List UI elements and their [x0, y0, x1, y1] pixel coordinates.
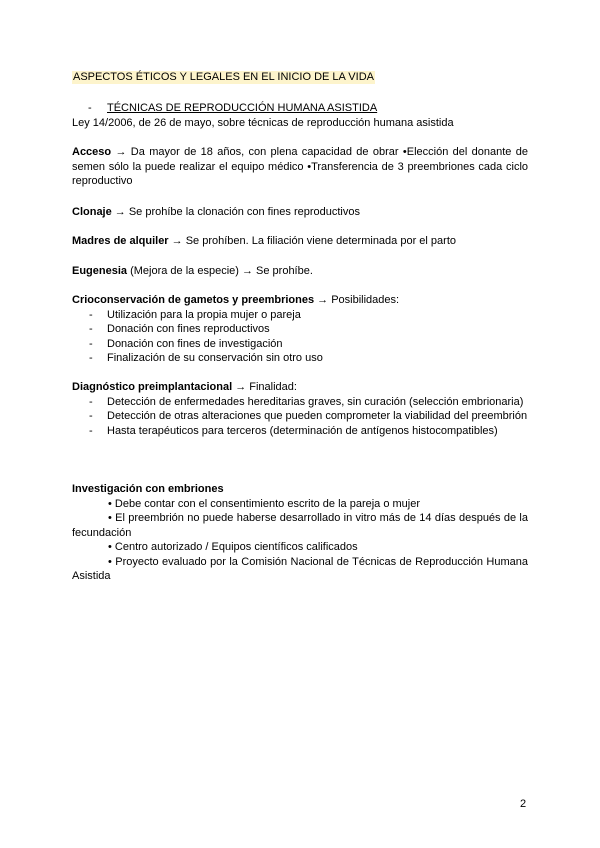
acceso-paragraph [72, 145, 528, 189]
list-dash: - [89, 424, 93, 437]
list-item [72, 395, 528, 410]
eugenesia-text: (Mejora de la especie) → Se prohíbe. [127, 265, 313, 277]
acceso-term: Acceso [72, 146, 112, 158]
madres-text: → Se prohíben. La filiación viene determinada por el parto [168, 235, 456, 247]
list-item [72, 424, 528, 439]
list-dash: - [89, 323, 93, 335]
invest-term: Investigación con embriones [72, 483, 224, 495]
crio-section [72, 293, 528, 366]
clonaje-paragraph [72, 205, 528, 220]
list-item-text: Detección de enfermedades hereditarias graves, sin curación (selección embrionaria) [107, 395, 524, 408]
page-number: 2 [520, 798, 527, 810]
list-item-text: Donación con fines de investigación [107, 337, 283, 350]
list-item [72, 409, 528, 424]
heading-dash: - [88, 102, 92, 114]
crio-text: → Posibilidades: [314, 294, 400, 306]
madres-paragraph [72, 234, 528, 249]
eugenesia-paragraph [72, 264, 528, 279]
invest-heading [72, 482, 528, 497]
crio-term: Crioconservación de gametos y preembriones [72, 294, 315, 306]
law-reference: Ley 14/2006, de 26 de mayo, sobre técnicas de reproducción humana asistida [72, 117, 454, 129]
list-item-text: Hasta terapéuticos para terceros (determinación de antígenos histocompatibles) [107, 424, 498, 437]
list-item-text: Utilización para la propia mujer o pareja [107, 308, 301, 321]
list-item: • Debe contar con el consentimiento escrito de la pareja o mujer [108, 497, 421, 510]
section-heading [88, 102, 377, 115]
invest-section [72, 482, 528, 584]
list-item: • El preembrión no puede haberse desarrollado in vitro más de 14 días después de la fecundación [72, 512, 528, 539]
list-dash: - [89, 352, 93, 364]
list-item [72, 351, 528, 366]
list-item: • Proyecto evaluado por la Comisión Nacional de Técnicas de Reproducción Humana Asistida [72, 555, 528, 582]
list-item-text: Donación con fines reproductivos [107, 323, 270, 335]
crio-heading [72, 293, 528, 308]
section-heading-text: TÉCNICAS DE REPRODUCCIÓN HUMANA ASISTIDA [107, 102, 378, 114]
eugenesia-term: Eugenesia [72, 265, 128, 277]
list-item [72, 337, 528, 352]
clonaje-text: → Se prohíbe la clonación con fines reproductivos [111, 206, 360, 218]
list-item: • Centro autorizado / Equipos científicos calificados [108, 541, 358, 553]
list-item [72, 308, 528, 323]
list-dash: - [89, 395, 93, 408]
list-dash: - [89, 308, 93, 321]
list-item-text: Detección de otras alteraciones que pueden comprometer la viabilidad del preembrión [107, 410, 528, 422]
invest-list [72, 497, 528, 584]
page-title: ASPECTOS ÉTICOS Y LEGALES EN EL INICIO DE LA VIDA [73, 71, 374, 83]
diag-text: → Finalidad: [232, 381, 297, 393]
list-item [72, 322, 528, 337]
list-item-text: Finalización de su conservación sin otro uso [107, 352, 323, 364]
list-dash: - [89, 337, 93, 350]
diag-list [72, 395, 528, 439]
crio-list [72, 308, 528, 366]
clonaje-term: Clonaje [72, 206, 112, 218]
acceso-text: → Da mayor de 18 años, con plena capacidad de obrar •Elección del donante de semen sólo la puede realizar el equipo médico •Transferencia de 3 preembriones cada ciclo reproductivo [72, 146, 528, 187]
diag-heading [72, 380, 528, 395]
madres-term: Madres de alquiler [72, 235, 169, 247]
diag-term: Diagnóstico preimplantacional [72, 381, 233, 393]
diag-section [72, 380, 528, 438]
list-dash: - [89, 410, 93, 422]
